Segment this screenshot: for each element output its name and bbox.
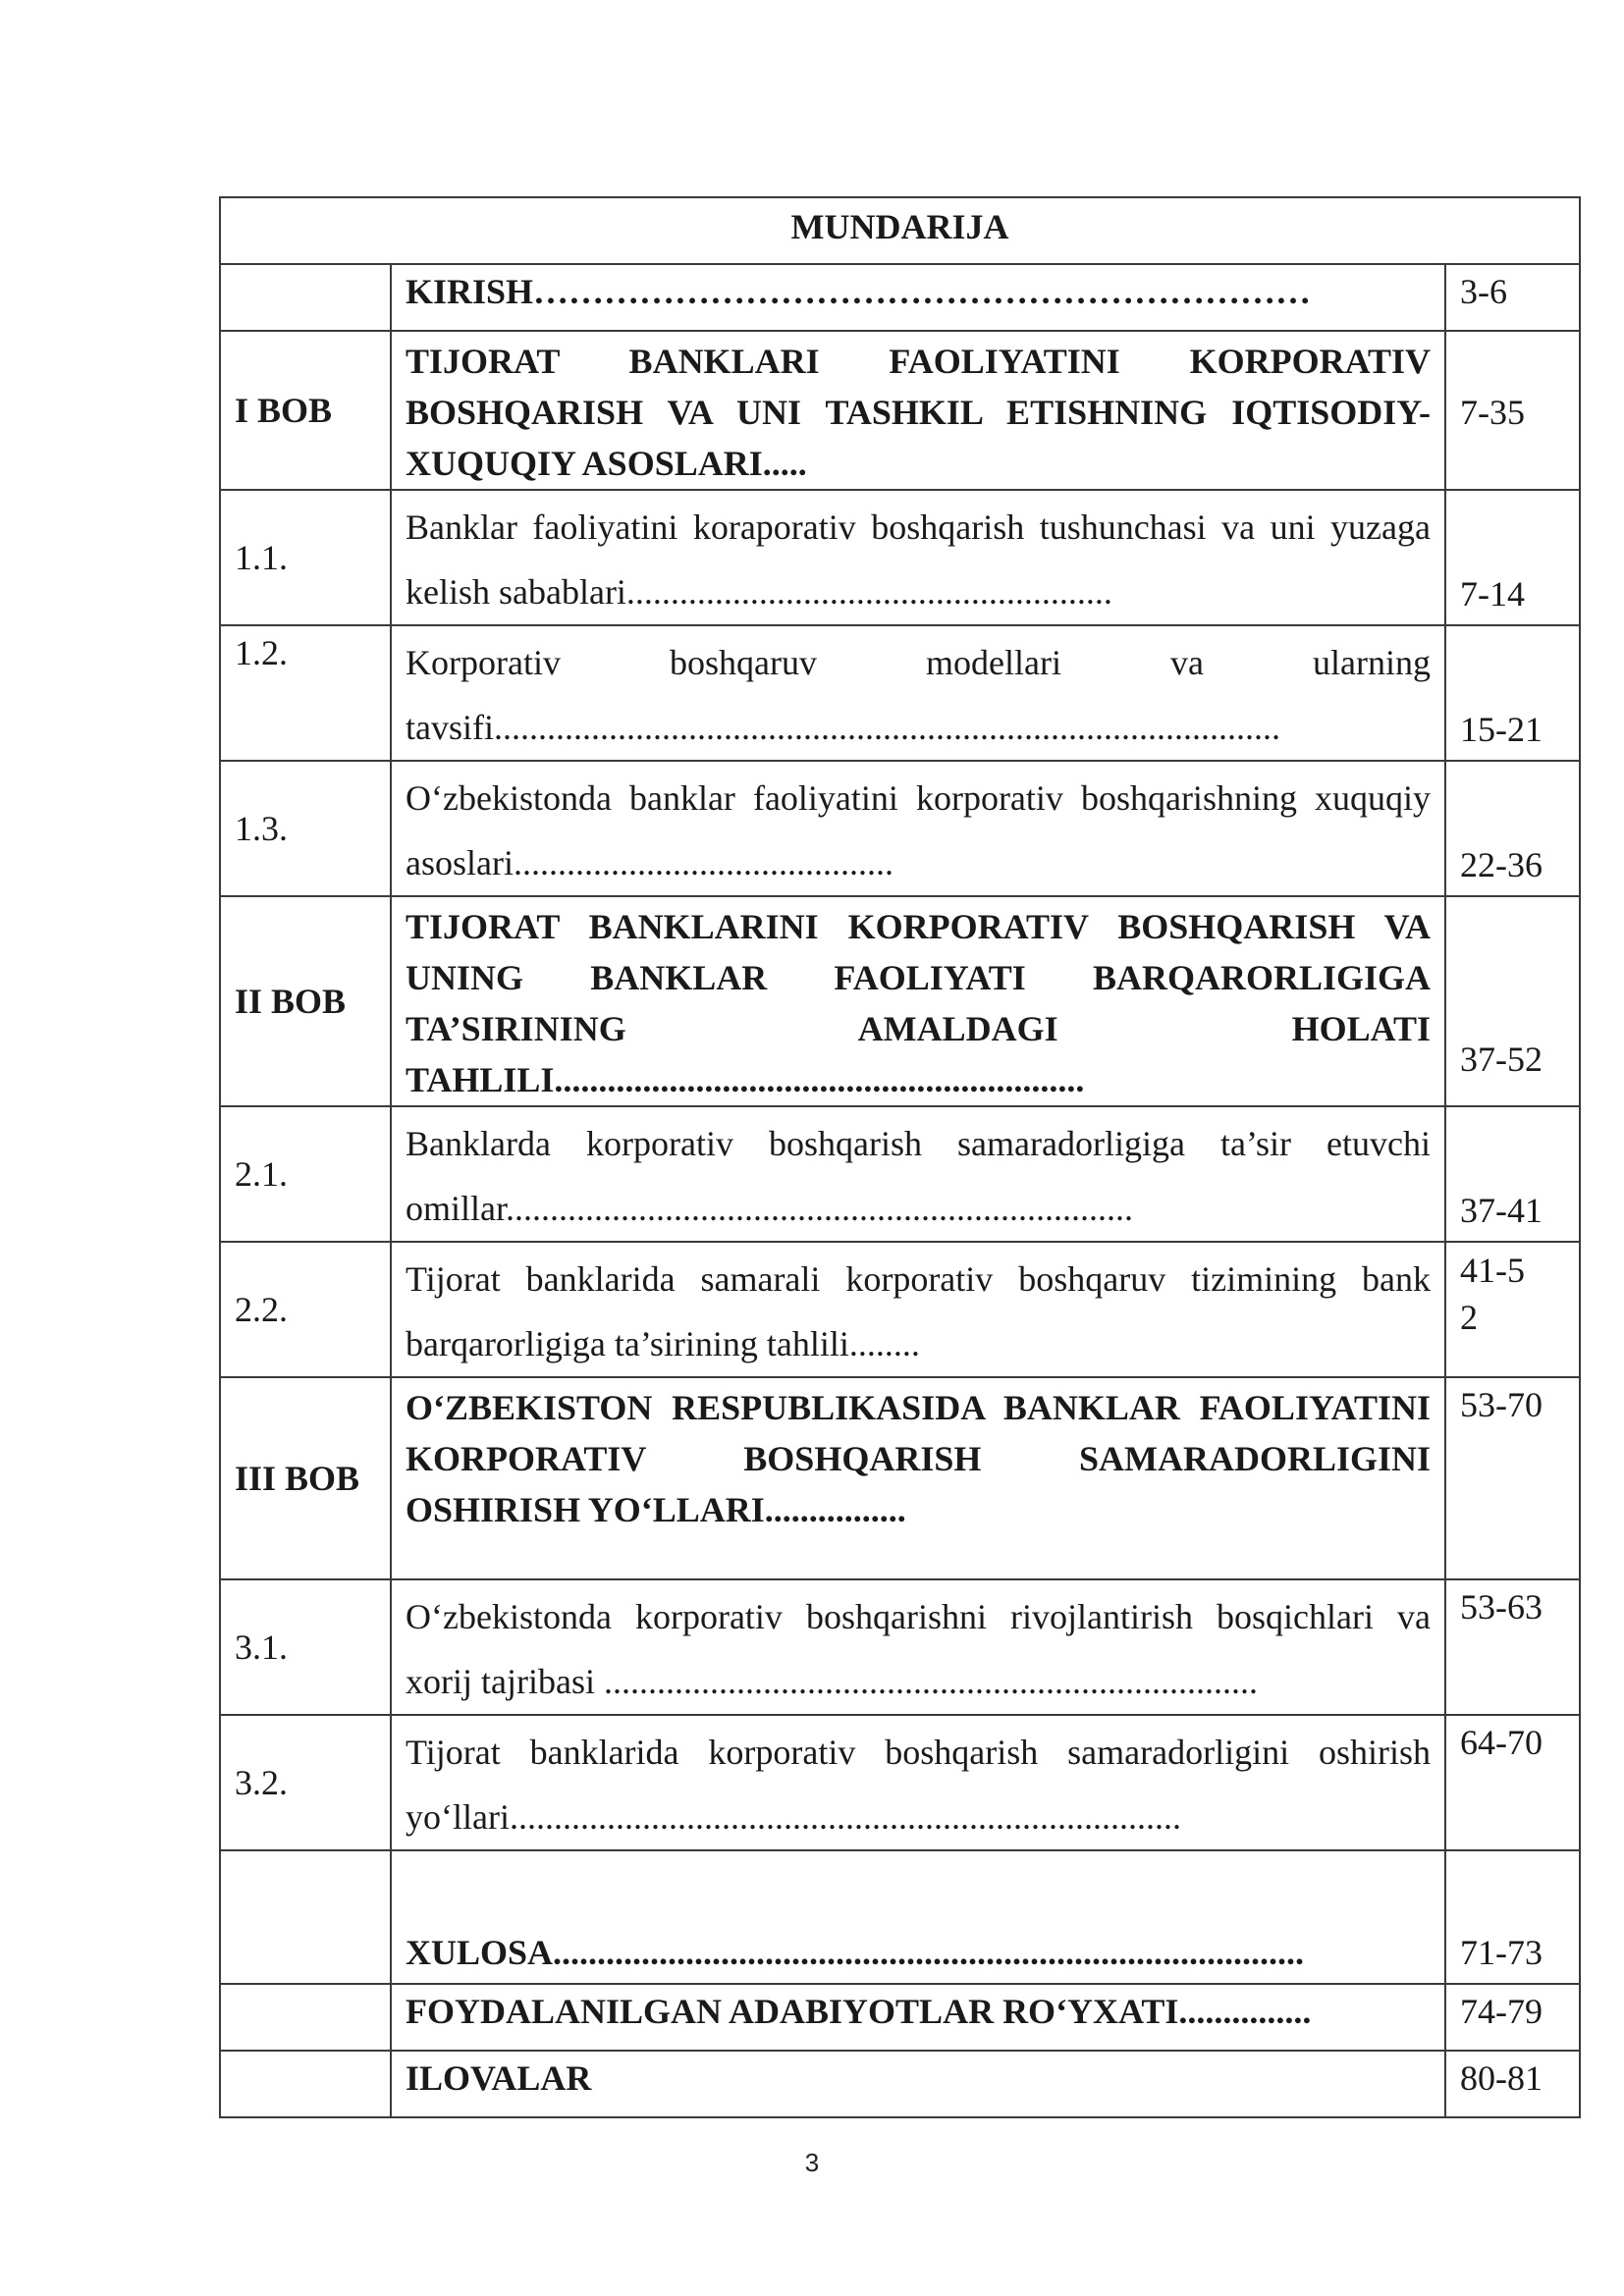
toc-row-section-3-1 xyxy=(220,1579,1580,1715)
toc-row-title-cell xyxy=(391,1715,1445,1850)
toc-row-kirish xyxy=(220,264,1580,331)
toc-row-title: Tijorat banklarida samarali korporativ boshqaruv tizimining bank barqarorligiga ta’sirining tahlili........ xyxy=(406,1259,1431,1363)
toc-row-label: I BOB xyxy=(220,331,391,490)
toc-row-pages: 37-41 xyxy=(1460,1191,1543,1230)
toc-row-label xyxy=(220,1984,391,2051)
toc-row-label: 1.3. xyxy=(220,761,391,896)
toc-row-pages: 15-21 xyxy=(1460,710,1543,749)
toc-row-pages-cell xyxy=(1445,2051,1580,2117)
toc-row-pages: 3-6 xyxy=(1460,272,1507,311)
toc-row-title-cell xyxy=(391,761,1445,896)
toc-row-pages: 53-63 xyxy=(1460,1587,1543,1627)
toc-row-pages: 64-70 xyxy=(1460,1723,1543,1762)
toc-row-title-cell xyxy=(391,1984,1445,2051)
toc-row-label: III BOB xyxy=(220,1377,391,1579)
toc-row-section-2-2 xyxy=(220,1242,1580,1377)
table-of-contents xyxy=(219,196,1581,2118)
toc-row-pages: 22-36 xyxy=(1460,845,1543,884)
toc-row-title: FOYDALANILGAN ADABIYOTLAR RO‘YXATI............... xyxy=(406,1992,1312,2031)
toc-heading: MUNDARIJA xyxy=(790,207,1009,246)
toc-row-pages: 7-14 xyxy=(1460,574,1525,614)
toc-row-label: 1.1. xyxy=(220,490,391,625)
toc-row-pages-cell xyxy=(1445,625,1580,761)
toc-row-chapter-1 xyxy=(220,331,1580,490)
toc-row-pages-cell xyxy=(1445,1579,1580,1715)
toc-row-label xyxy=(220,264,391,331)
toc-row-pages-cell xyxy=(1445,264,1580,331)
toc-row-title: XULOSA..................................................................................... xyxy=(406,1933,1305,1972)
toc-row-label: 2.2. xyxy=(220,1242,391,1377)
toc-row-pages-cell xyxy=(1445,1242,1580,1377)
toc-row-label xyxy=(220,2051,391,2117)
toc-row-pages: 71-73 xyxy=(1460,1933,1543,1972)
toc-row-title: KIRISH………………………………………………………… xyxy=(406,272,1312,311)
toc-row-chapter-2 xyxy=(220,896,1580,1106)
toc-row-label: II BOB xyxy=(220,896,391,1106)
toc-row-section-1-1 xyxy=(220,490,1580,625)
toc-row-title-cell xyxy=(391,1242,1445,1377)
toc-row-title: Banklarda korporativ boshqarish samaradorligiga ta’sir etuvchi omillar....................................................................... xyxy=(406,1124,1431,1228)
toc-row-label xyxy=(220,1850,391,1984)
toc-header-cell xyxy=(220,197,1580,264)
toc-row-xulosa xyxy=(220,1850,1580,1984)
toc-row-section-2-1 xyxy=(220,1106,1580,1242)
toc-row-title-cell xyxy=(391,896,1445,1106)
toc-row-title: TIJORAT BANKLARI FAOLIYATINI KORPORATIV BOSHQARISH VA UNI TASHKIL ETISHNING IQTISODIY-XUQUQIY ASOSLARI..... xyxy=(406,342,1431,483)
toc-row-title-cell xyxy=(391,1106,1445,1242)
toc-row-pages-cell xyxy=(1445,490,1580,625)
toc-row-section-1-3 xyxy=(220,761,1580,896)
toc-row-title: O‘ZBEKISTON RESPUBLIKASIDA BANKLAR FAOLIYATINI KORPORATIV BOSHQARISH SAMARADORLIGINI OSHIRISH YO‘LLARI................ xyxy=(406,1388,1431,1529)
toc-row-pages: 53-70 xyxy=(1460,1385,1543,1424)
toc-row-pages-cell xyxy=(1445,1106,1580,1242)
toc-row-title: O‘zbekistonda banklar faoliyatini korporativ boshqarishning xuquqiy asoslari........................................... xyxy=(406,778,1431,882)
toc-row-pages: 80-81 xyxy=(1460,2058,1543,2098)
toc-row-label: 3.2. xyxy=(220,1715,391,1850)
toc-row-title-cell xyxy=(391,331,1445,490)
toc-row-title-cell xyxy=(391,625,1445,761)
toc-row-title: Banklar faoliyatini koraporativ boshqarish tushunchasi va uni yuzaga kelish sabablari....................................................... xyxy=(406,507,1431,612)
toc-row-chapter-3 xyxy=(220,1377,1580,1579)
toc-row-pages-cell xyxy=(1445,1984,1580,2051)
toc-row-label: 2.1. xyxy=(220,1106,391,1242)
toc-row-label: 3.1. xyxy=(220,1579,391,1715)
toc-row-title-cell xyxy=(391,264,1445,331)
toc-row-label: 1.2. xyxy=(220,625,391,761)
toc-row-title-cell xyxy=(391,2051,1445,2117)
toc-row-pages-cell xyxy=(1445,761,1580,896)
toc-row-title-cell xyxy=(391,1579,1445,1715)
toc-row-references xyxy=(220,1984,1580,2051)
toc-row-pages-cell xyxy=(1445,1377,1580,1579)
toc-row-section-3-2 xyxy=(220,1715,1580,1850)
toc-row-title: O‘zbekistonda korporativ boshqarishni rivojlantirish bosqichlari va xorij tajribasi .......................................................................... xyxy=(406,1597,1431,1701)
toc-row-pages: 74-79 xyxy=(1460,1992,1543,2031)
toc-row-pages-cell xyxy=(1445,331,1580,490)
toc-row-title-cell xyxy=(391,1377,1445,1579)
toc-row-section-1-2 xyxy=(220,625,1580,761)
toc-row-title: TIJORAT BANKLARINI KORPORATIV BOSHQARISH VA UNING BANKLAR FAOLIYATI BARQARORLIGIGA TA’SIRINING AMALDAGI HOLATI TAHLILI............................................................ xyxy=(406,907,1431,1099)
toc-row-title: Tijorat banklarida korporativ boshqarish samaradorligini oshirish yo‘llari............................................................................ xyxy=(406,1733,1431,1837)
toc-row-pages: 41-52 xyxy=(1460,1251,1525,1337)
toc-row-title: Korporativ boshqaruv modellari va ularning tavsifi......................................................................................... xyxy=(406,643,1431,747)
toc-row-pages-cell xyxy=(1445,1850,1580,1984)
page-number: 3 xyxy=(804,2148,820,2177)
toc-row-pages: 37-52 xyxy=(1460,1040,1543,1079)
toc-row-pages: 7-35 xyxy=(1460,393,1525,432)
toc-header-row xyxy=(220,197,1580,264)
toc-row-title-cell xyxy=(391,1850,1445,1984)
toc-row-appendices xyxy=(220,2051,1580,2117)
toc-row-pages-cell xyxy=(1445,1715,1580,1850)
toc-row-title: ILOVALAR xyxy=(406,2058,592,2098)
toc-row-pages-cell xyxy=(1445,896,1580,1106)
toc-row-title-cell xyxy=(391,490,1445,625)
